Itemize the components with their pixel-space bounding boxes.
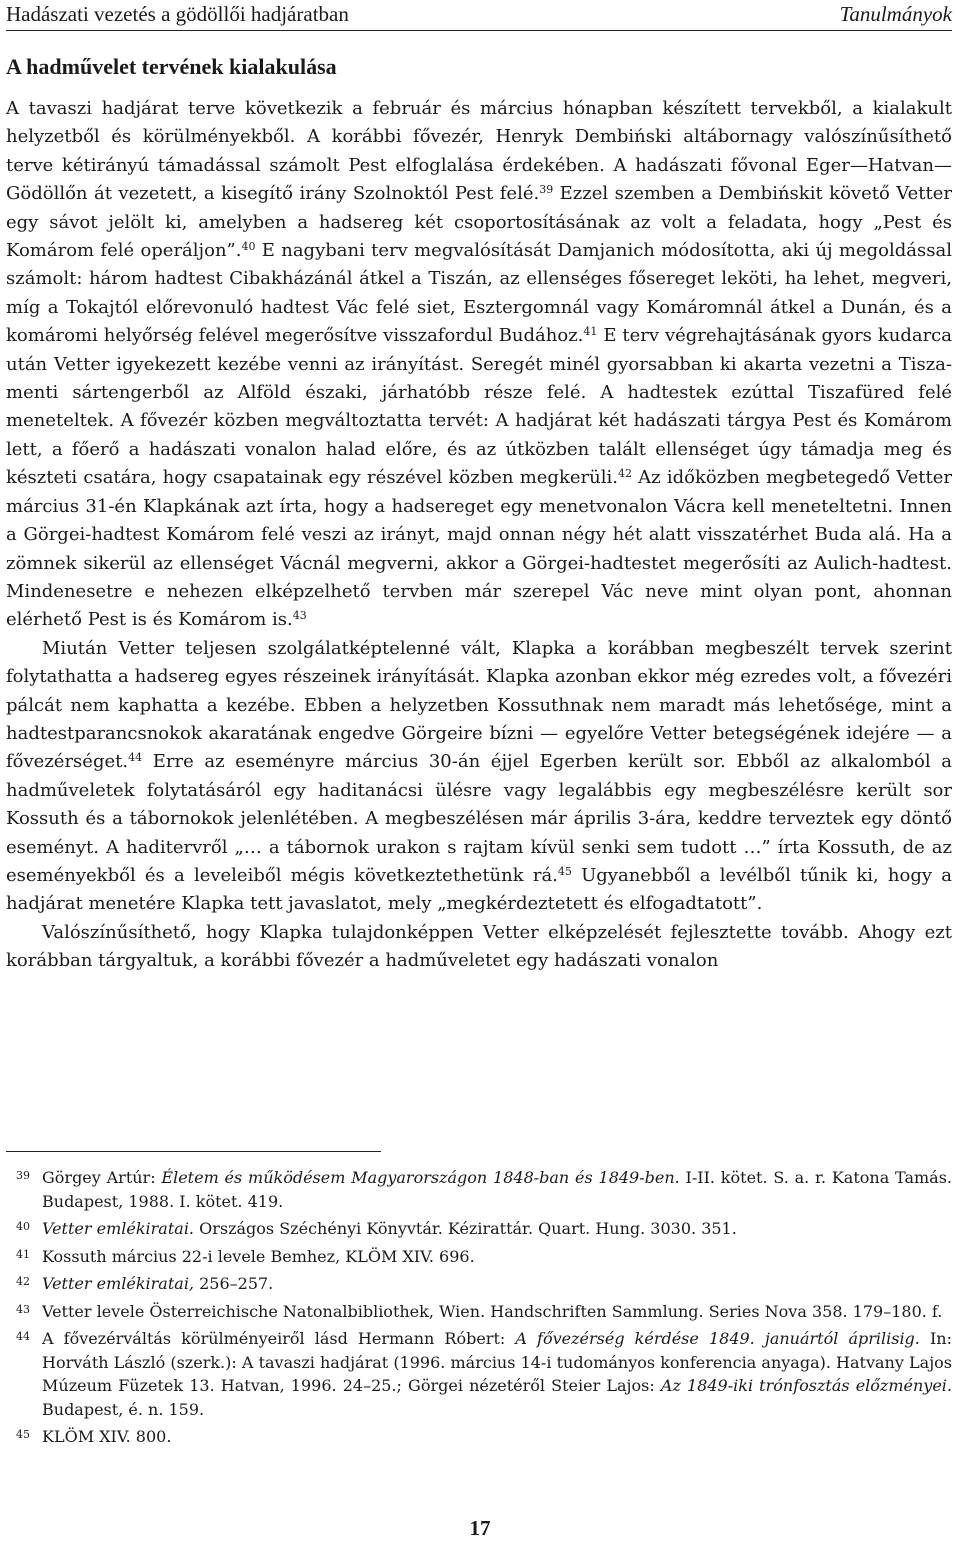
footnote-text [42,1300,952,1324]
text-run: Erre az eseményre március 30-án éjjel Egerben került sor. Ebből az alkalomból a hadműveletek folytatásáról egy haditanácsi ülésre vagy legalábbis egy megbeszélésre került sor Kossuth és a tábornokok jelenlétében. A megbeszélésen már április 3-ára, keddre terveztek egy döntő eseményt. A haditervről „… a tábornok urakon s rajtam kívül senki sem tudott …” írta Kossuth, de az eseményekből és a leveleiből mégis következtethetünk rá. [6,751,952,886]
footnote-text [42,1425,952,1449]
footnote [6,1272,952,1296]
text-run: A fővezérváltás körülményeiről lásd Hermann Róbert: [42,1329,516,1348]
footnote-text [42,1166,952,1213]
text-run: 256–257. [194,1274,274,1293]
italic-title: Vetter emlékiratai, [42,1274,195,1293]
text-run: E terv végrehajtásának gyors kudarca után Vetter igyekezett kezébe venni az irányítást. Seregét minél gyorsabban ki akarta vezetni a Tisza-menti sártengerből az Alföld északi, járhatóbb része felé. A hadtestek ezúttal Tiszafüred felé meneteltek. A fővezér közben megváltoztatta tervét: A hadjárat két hadászati tárgya Pest és Komárom lett, a főerő a hadászati vonalon halad előre, és az útközben talált ellenséget úgy támadja meg és készteti csatára, hogy csapatainak egy részével közben megkerüli. [6,325,952,489]
text-run: Kossuth március 22-i levele Bemhez, KLÖM XIV. 696. [42,1246,475,1266]
text-run: Ugyanebből a levélből tűnik ki, hogy a hadjárat menetére Klapka tett javaslatot, mely „megkérdeztetett és elfogadtatott”. [6,864,952,915]
italic-title: Életem és működésem Magyarországon 1848-ban és 1849-ben. [161,1168,680,1187]
running-header [6,0,952,31]
paragraph [6,919,952,976]
footnote-reference: 44 [128,751,143,765]
text-run: Ezzel szemben a Dembińskit követő Vetter egy sávot jelölt ki, amelyben a hadsereg két csoportosításának az volt a feladata, hogy „Pest és Komárom felé operáljon”. [6,183,952,262]
text-run: KLÖM XIV. 800. [42,1427,172,1446]
footnote [6,1217,952,1241]
italic-title: Az 1849-iki trónfosztás előzményei. [660,1376,953,1395]
footnote-number: 41 [16,1247,30,1261]
text-run: Budapest, é. n. 159. [42,1399,205,1419]
footnote-reference: 39 [539,183,554,197]
footnote-reference: 43 [292,609,307,623]
footnote [6,1327,952,1421]
footnote [6,1245,952,1269]
footnote-text [42,1327,952,1421]
text-run: I-II. kötet. S. a. r. Katona Tamás. Budapest, 1988. I. kötet. 419. [42,1168,953,1211]
footnote-reference: 41 [583,325,598,339]
text-run: In: Horváth László (szerk.): A tavaszi hadjárat (1996. március 14-i tudományos konferencia anyaga). Hatvany Lajos Múzeum Füzetek 13. Hatvan, 1996. 24–25.; Görgei nézetéről Steier Lajos: [42,1329,953,1395]
text-run: Valószínűsíthető, hogy Klapka tulajdonképpen Vetter elképzelését fejlesztette tovább. Ahogy ezt korábban tárgyaltuk, a korábbi fővezér a hadműveletet egy hadászati vonalon [6,921,952,972]
footnotes [6,1166,952,1453]
footnote-separator [6,1151,381,1152]
running-header-title: Hadászati vezetés a gödöllői hadjáratban [6,2,349,26]
footnote-text [42,1272,952,1296]
paragraph [6,95,952,635]
text-run: Az időközben megbetegedő Vetter március 31-én Klapkának azt írta, hogy a hadsereget egy menetvonalon Vácra kell meneteltetni. Innen a Görgei-hadtest Komárom felé veszi az irányt, majd onnan négy hét alatt visszatérhet Buda alá. Ha a zömnek sikerül az ellenséget Vácnál megverni, akkor a Görgei-hadtestet megerősíti az Aulich-hadtest. Mindenesetre e nehezen elképzelhető tervben már szerepel Vác neve mint olyan pont, ahonnan elérhető Pest is és Komárom is. [6,467,952,631]
footnote-reference: 40 [241,240,256,254]
paragraph [6,635,952,919]
text-run: Vetter levele Österreichische Natonalbibliothek, Wien. Handschriften Sammlung. Series Nova 358. 179–180. f. [42,1301,943,1321]
italic-title: A fővezérség kérdése 1849. januártól áprilisig. [515,1329,920,1348]
text-run: Országos Széchényi Könyvtár. Kézirattár. Quart. Hung. 3030. 351. [194,1219,737,1238]
footnote-reference: 42 [617,467,632,481]
italic-title: Vetter emlékiratai. [42,1219,195,1238]
footnote-number: 44 [16,1330,30,1343]
footnote [6,1425,952,1449]
footnote [6,1166,952,1213]
text-run: A tavaszi hadjárat terve következik a február és március hónapban készített tervekből, a kialakult helyzetből és körülményekből. A korábbi fővezér, Henryk Dembiński altábornagy valószínűsíthető terve kétirányú támadással számolt Pest elfoglalása érdekében. A hadászati fővonal Eger—Hatvan—Gödöllőn át vezetett, a kisegítő irány Szolnoktól Pest felé. [6,98,952,205]
text-run: Görgey Artúr: [42,1168,162,1187]
running-header-section: Tanulmányok [839,2,952,26]
footnote-number: 43 [16,1302,30,1316]
footnote-number: 39 [16,1169,30,1182]
footnote-number: 42 [16,1275,30,1288]
footnote-reference: 45 [557,864,572,878]
section-heading: A hadművelet tervének kialakulása [6,54,337,79]
text-run: Miután Vetter teljesen szolgálatképtelenné vált, Klapka a korábban megbeszélt tervek szerint folytathatta a hadsereg egyes részeinek irányítását. Klapka azonban ekkor még ezredes volt, a fővezéri pálcát nem kaphatta a kezébe. Ebben a helyzetben Kossuthnak nem maradt más lehetősége, mint a hadtestparancsnokok akaratának engedve Görgeire bízni — egyelőre Vetter betegségének idejére — a fővezérséget. [6,637,952,773]
footnote-text [42,1245,952,1269]
page-number: 17 [469,1516,491,1540]
footnote-number: 40 [16,1220,30,1233]
body-text [6,95,952,976]
footnote [6,1300,952,1324]
text-run: E nagybani terv megvalósítását Damjanich módosította, aki új megoldással számolt: három hadtest Cibakházánál átkel a Tiszán, az ellenséges fősereget leköti, ha lehet, megveri, míg a Tokajtól előrevonuló hadtest Vác felé siet, Esztergomnál vagy Komáromnál átkel a Dunán, és a komáromi helyőrség felével megerősítve visszafordul Budához. [6,240,952,347]
footnote-number: 45 [16,1428,30,1441]
footnote-text [42,1217,952,1241]
